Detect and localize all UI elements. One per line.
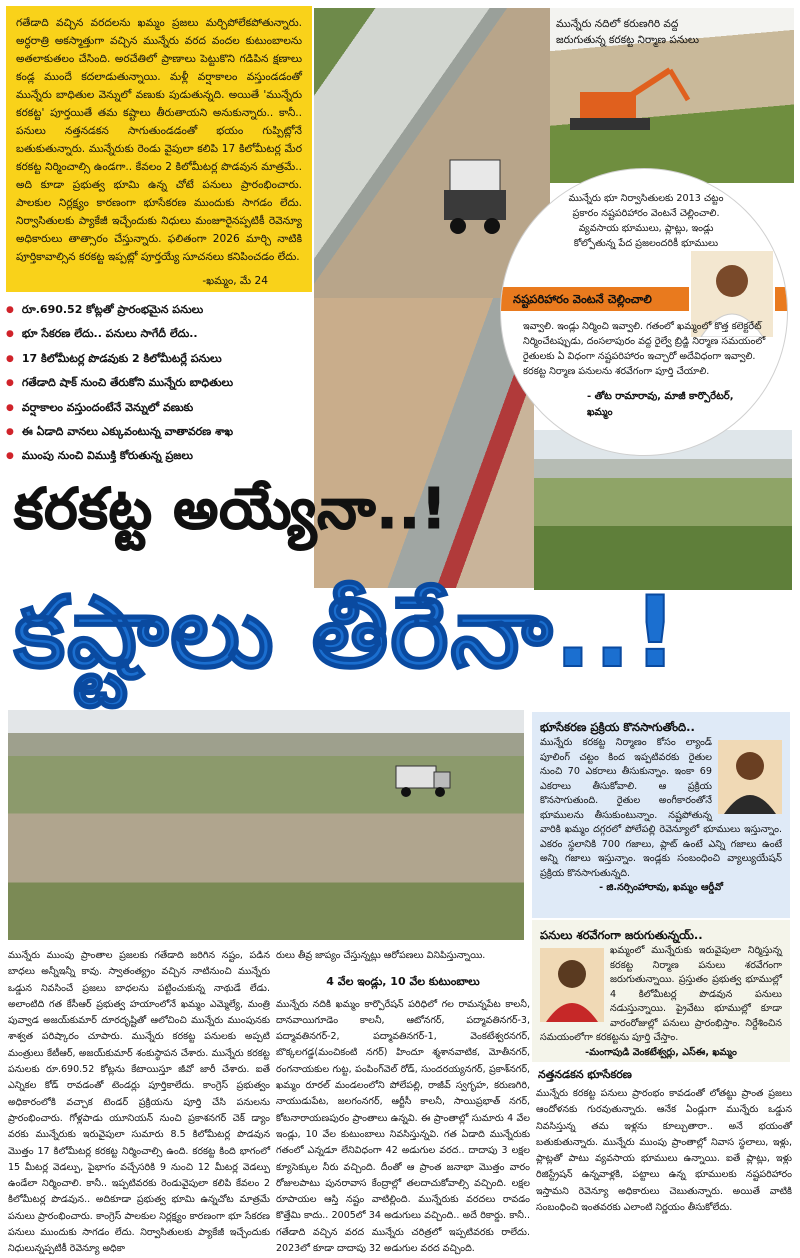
truck-icon xyxy=(440,150,520,240)
highlight-item: ● 17 కిలోమీటర్ల పొడవుకు 2 కిలోమీటర్లే పనులు xyxy=(6,347,306,371)
highlight-item: ● గతేడాది షాక్ నుంచి తేరుకోని మున్నేరు బాధితులు xyxy=(6,371,306,395)
column-2-text: మున్నేరు నదికి ఖమ్మం కార్పొరేషన్ పరిధిలో గల రామన్నపేట కాలనీ, దానవాయిగూడెం కాలనీ, ఆటోనగర్, పద్మావతినగర్-3, పద్మావతినగర్-2, పద్మావతినగర్-1, వెంకటేశ్వరనగర్, బొక్కలగడ్డ(మంచికంటి నగర్) హిందూ శ్మశానవాటిక, మోతీనగర్, రంగనాయకుల గుట్ట, పంపింగ్‌వెల్ రోడ్, సుందరయ్యనగర్, ప్రకాశ్‌నగర్, ఖమ్మం రూరల్ మండలంలోని పోలేపల్లి, రాజీవ్ స్వగృహ, కరుణగిరి, నాయుడుపేట, జలగంనగర్, ఆర్టీసీ కాలనీ, సాయిప్రభాత్ నగర్, కోటనారాయణపురం ప్రాంతాలు ఉన్నవి. ఈ ప్రాంతాల్లో సుమారు 4 వేల ఇండ్లు, 10 వేల కుటుంబాలు నివసిస్తున్నవి. గత ఏడాది మున్నేరుకు గతంలో ఎన్నడూ లేనివిధంగా 42 అడుగుల వరద.. దాదాపు 3 లక్షల క్యూసెక్కుల నీరు వచ్చింది. దీంతో ఆ ప్రాంత జనాభా మొత్తం వారం రోజులపాటు పునరావాస కేంద్రాల్లో తలదాచుకోవాల్సి వచ్చింది. లక్షల రూపాయల ఆస్తి నష్టం వాటిల్లింది. మున్నేరుకు వరదలు రావడం కొత్తేమి కాదు.. 2005లో 34 అడుగులు వచ్చింది.. అదే రికార్డు. కానీ.. గతేడాది వచ్చిన వరద మున్నేరు చరిత్రలో ఇప్పటివరకు రాలేదు. 2023లో కూడా దాదాపు 32 అడుగుల వరద వచ్చింది. xyxy=(276,998,530,1255)
sidebox-signature: - జి.నర్సింహారావు, ఖమ్మం ఆర్డీవో xyxy=(599,882,723,893)
article-column-3: మున్నేరు కరకట్ట పనులు ప్రారంభం కావడంతో లోతట్టు ప్రాంత ప్రజలు ఆందోళనకు గురవుతున్నారు. ఆనేక ఏండ్లుగా మున్నేరు ఒడ్డున నివసిస్తున్న తమ ఇళ్లను కూల్చుతారా.. అనే భయంతో బతుకుతున్నారు. మున్నేరు ముంపు ప్రాంతాల్లో నివాస స్థలాలు, ఇళ్లు, ప్లాట్లతో పాటు వ్యవసాయ భూములు ఉన్నాయి. ఐతే ప్లాట్లు, ఇళ్లు రిజిస్ట్రేషన్ ఉన్నవాళ్లకి, పట్టాలు ఉన్న భూములకు నష్టపరిహారం ఇస్తామని రెవెన్యూ అధికారులు చెబుతున్నారు. అయితే వాటికి సంబంధించి ఇంతవరకు ఎలాంటి నిర్ణయం తీసుకోలేదు. xyxy=(536,1088,792,1214)
excavator-icon xyxy=(560,62,700,134)
person-icon xyxy=(540,948,604,1022)
portrait-photo xyxy=(718,740,782,814)
truck-icon xyxy=(394,760,454,800)
subheading-land-acquisition: నత్తనడకన భూసేకరణ xyxy=(538,1068,632,1081)
intro-box xyxy=(6,6,312,292)
highlight-item: ● రూ.690.52 కోట్లతో ప్రారంభమైన పనులు xyxy=(6,298,306,322)
dateline: -ఖమ్మం, మే 24 xyxy=(202,275,268,287)
photo-riverbed xyxy=(8,710,524,940)
photo-caption: మున్నేరు నదిలో కరుణగిరి వద్ద జరుగుతున్న కరకట్ట నిర్మాణ పనులు xyxy=(556,18,699,46)
sidebox-signature: -మంగాపుడి వెంకటేశ్వర్లు, ఎస్ఈ, ఖమ్మం xyxy=(585,1046,737,1058)
column-2-lead: రులు తీవ్ర జాప్యం చేస్తున్నట్లు ఆరోపణలు వినిపిస్తున్నాయి. xyxy=(276,950,486,961)
sidebox-land-acquisition xyxy=(532,712,790,918)
highlight-item: ● భూ సేకరణ లేదు.. పనులు సాగేదీ లేదు.. xyxy=(6,322,306,346)
article-column-1: మున్నేరు ముంపు ప్రాంతాల ప్రజలకు గతేడాది జరిగిన నష్టం, పడిన బాధలు అన్నీఇన్నీ కావు. స్వాతంత్య్రం వచ్చిన నాటినుంచి మున్నేరు ఒడ్డున నివసించే ప్రజలు బాధలను పట్టించుకున్న నాథుడే లేడు. అలాంటిది గత కేసీఆర్ ప్రభుత్వ హయాంలోనే ఖమ్మం ఎమ్మెల్యే, మంత్రి పువ్వాడ అజయ్‌కుమార్ దూరదృష్టితో ఆలోచించి మున్నేరు ముంపునకు శాశ్వత పరిష్కారం చూపారు. మున్నేరు కరకట్ట పనులకు అప్పటి మంత్రులు కేటీఆర్, అజయ్‌కుమార్ శంకుస్థాపన చేశారు. మున్నేరు కరకట్ట పనులకు రూ.690.52 కోట్లను కేటాయిస్తూ జీవో జారీ చేశారు. ఐతే ఎన్నికల కోడ్ రావడంతో టెండర్లు పూర్తికాలేదు. కాంగ్రెస్ ప్రభుత్వం అధికారంలోకి వచ్చాక టెండర్ ప్రక్రియను పూర్తి చేసి పనులను ప్రారంభించారు. గోళ్లపాడు యూనియన్ నుంచి ప్రకాశనగర్ చెక్ డ్యాం వరకు మున్నేరుకు ఇరువైపులా సుమారు 8.5 కిలోమీటర్ల పొడవున మొత్తం 17 కిలోమీటర్ల కరకట్ట నిర్మించాల్సి ఉంది. కరకట్ట కింది భాగంలో 15 మీటర్ల వెడల్పు, పైభాగం వచ్చేసరికి 9 నుంచి 12 మీటర్ల వెడల్పు ఉండేలా నిర్మించాలి. కానీ.. ఇప్పటివరకు రెండువైపులా కలిపి కేవలం 2 కిలోమీటర్ల పొడవున.. అదికూడా ప్రభుత్వ భూమి ఉన్నచోట మాత్రమే పనులు ప్రారంభించారు. కాంగ్రెస్ పాలకుల నిర్లక్ష్యం కారణంగా భూ సేకరణ పనులు ముందుకు సాగడం లేదు. నిర్వాసితులకు ప్యాకేజీ ఇచ్చేందుకు నిధులున్నప్పటికీ రెవెన్యూ అధికా xyxy=(8,950,270,1255)
headline-line-2: కష్టాలు తీరేనా..! xyxy=(14,576,680,690)
quote-banner: నష్టపరిహారం వెంటనే చెల్లించాలి xyxy=(501,287,787,311)
headline-line-1: కరకట్ట అయ్యేనా..! xyxy=(14,477,448,542)
highlight-item: ● వర్షాకాలం వస్తుందంటేనే వెన్నులో వణుకు xyxy=(6,396,306,420)
highlight-item: ● ఈ ఏడాది వానలు ఎక్కువంటున్న వాతావరణ శాఖ xyxy=(6,420,306,444)
quote-text-top: మున్నేరు భూ నిర్వాసితులకు 2013 చట్టం ప్రకారం నష్టపరిహారం వెంటనే చెల్లించాలి. వ్యవసాయ భూములు, ప్లాట్లు, ఇండ్లు కోల్పోతున్న పేద ప్రజలందరికీ భూములు xyxy=(568,193,724,249)
highlights-list xyxy=(6,298,306,469)
portrait-photo xyxy=(540,948,604,1022)
sidebox-title: పనులు శరవేగంగా జరుగుతున్నయ్.. xyxy=(540,928,703,942)
quote-signature: - తోట రామారావు, మాజీ కార్పొరేటర్, ఖమ్మం xyxy=(587,391,734,418)
person-icon xyxy=(718,740,782,814)
article-column-2 xyxy=(276,948,530,1257)
subheading-houses: 4 వేల ఇండ్లు, 10 వేల కుటుంబాలు xyxy=(326,975,480,989)
quote-circle xyxy=(500,168,788,456)
sidebox-works-progress xyxy=(532,920,790,1062)
sidebox-title: భూసేకరణ ప్రక్రియ కొనసాగుతోంది.. xyxy=(540,720,695,734)
quote-text-bottom: ఇవ్వాలి. ఇండ్లు నిర్మించి ఇవ్వాలి. గతంలో ఖమ్మంలో కొత్త కలెక్టరేట్ నిర్మించేటప్పుడు, దంసలాపురం వద్ద రైల్వే బ్రిడ్జి నిర్మాణ సమయంలో రైతులకు ఏ విధంగా నష్టపరిహారం ఇచ్చారో అదేవిధంగా ఇవ్వాలి. కరకట్ట నిర్మాణ పనులను శరవేగంగా పూర్తి చేయాలి. xyxy=(523,321,766,377)
sidebox-body: ఖమ్మంలో మున్నేరుకు ఇరువైపులా నిర్మిస్తున్న కరకట్ట నిర్మాణ పనులు శరవేగంగా జరుగుతున్నాయి. ప్రస్తుతం ప్రభుత్వ భూముల్లో 4 కిలోమీటర్ల పొడవున పనులు నడుస్తున్నాయి. ప్రైవేటు భూముల్లో కూడా వారంరోజుల్లో పనులు ప్రారంభిస్తాం. నిర్దేశించిన సమయంలోగా కరకట్టను పూర్తి చేస్తాం. xyxy=(540,945,782,1043)
intro-text: గతేడాది వచ్చిన వరదలను ఖమ్మం ప్రజలు మర్చిపోలేకపోతున్నారు. అర్ధరాత్రి అకస్మాత్తుగా వచ్చిన మున్నేరు వరద వందల కుటుంబాలను అతలాకుతలం చేసింది. అరచేతిలో ప్రాణాలు పెట్టుకొని గడిపిన క్షణాలు కండ్ల ముందే కదలాడుతున్నాయి. మళ్లీ వర్షాకాలం వస్తుండడంతో మున్నేరు బాధితుల వెన్నులో వణుకు పుడుతున్నది. అయితే 'మున్నేరు కరకట్ట' పూర్తయితే తమ కష్టాలు తీరుతాయని అనుకున్నారు.. కానీ.. పనులు నత్తనడకన సాగుతుండడంతో భయం గుప్పిట్లోనే బతుకుతున్నారు. మున్నేరుకు రెండు వైపులా కలిపి 17 కిలోమీటర్ల మేర కరకట్ట నిర్మించాల్సి ఉండగా.. కేవలం 2 కిలోమీటర్ల పొడవున మాత్రమే.. అది కూడా ప్రభుత్వ భూమి ఉన్న చోటే పనులు ప్రారంభించారు. పాలకుల నిర్లక్ష్యం కారణంగా భూసేకరణ ముందుకు సాగడం లేదు. నిర్వాసితులకు ప్యాకేజీ ఇచ్చేందుకు నిధులు మంజూరైనప్పటికీ రెవెన్యూ అధికారులు తాత్సారం చేస్తున్నారు. ఫలితంగా 2026 మార్చి నాటికి పూర్తికావాల్సిన కరకట్ట ఇప్పట్లో పూర్తయ్యే సూచనలు కనిపించడం లేదు. xyxy=(16,17,302,263)
highlight-item: ● ముంపు నుంచి విముక్తి కోరుతున్న ప్రజలు xyxy=(6,444,306,468)
sidebox-body: మున్నేరు కరకట్ట నిర్మాణం కోసం ల్యాండ్ పూలింగ్ చట్టం కింద ఇప్పటివరకు రైతుల నుంచి 70 ఎకరాలు తీసుకున్నాం. ఇంకా 69 ఎకరాలు తీసుకోవాలి. ఆ ప్రక్రియ కొనసాగుతుంది. రైతుల అంగీకారంతోనే భూములను తీసుకుంటున్నాం. నష్టపోతున్న వారికి ఖమ్మం దగ్గరలో పోలేపల్లి రెవెన్యూలో భూములు ఇస్తున్నాం. ఎకరం స్థలానికి 700 గజాలు, ప్లాట్ ఉంటే ఎన్ని గజాలు ఉంటే అన్ని గజాలు ఇస్తున్నాం. ఇండ్లకు సంబంధించి వ్యాల్యుయేషన్ ప్రక్రియ కొనసాగుతున్నది. xyxy=(540,737,782,879)
